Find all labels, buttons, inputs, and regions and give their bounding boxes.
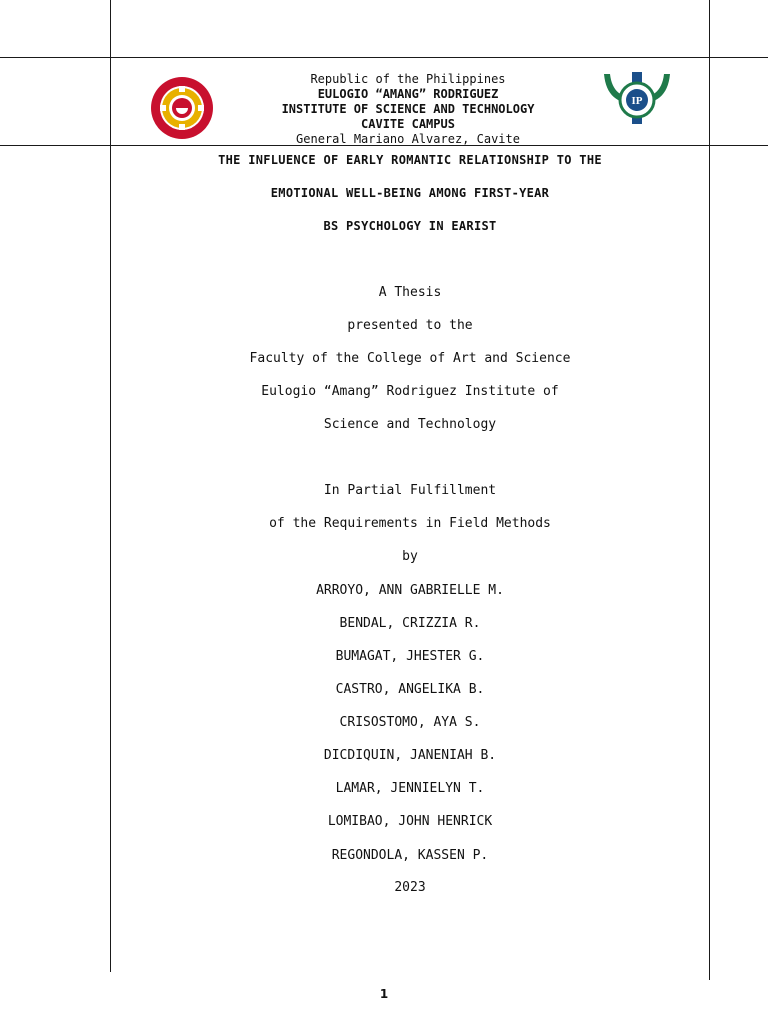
presentation-line-2: presented to the — [347, 318, 473, 333]
author-name: CRISOSTOMO, AYA S. — [339, 715, 481, 730]
psychology-logo — [600, 70, 674, 134]
fulfillment-line-2: of the Requirements in Field Methods — [269, 516, 551, 531]
thesis-title-line-3: BS PSYCHOLOGY IN EARIST — [323, 219, 497, 233]
thesis-title-line-1: THE INFLUENCE OF EARLY ROMANTIC RELATIONSHIP TO THE — [218, 153, 602, 167]
header-school-name: EULOGIO “AMANG” RODRIGUEZ — [317, 87, 499, 101]
author-name: LOMIBAO, JOHN HENRICK — [327, 814, 493, 829]
by-label: by — [402, 549, 418, 564]
svg-text:IP: IP — [631, 95, 643, 107]
header-republic: Republic of the Philippines — [310, 72, 506, 86]
header-institute: INSTITUTE OF SCIENCE AND TECHNOLOGY — [281, 102, 535, 116]
presentation-line-4: Eulogio “Amang” Rodriguez Institute of — [261, 384, 559, 399]
thesis-title-line-2: EMOTIONAL WELL-BEING AMONG FIRST-YEAR — [270, 186, 550, 200]
author-name: ARROYO, ANN GABRIELLE M. — [316, 583, 504, 598]
presentation-line-5: Science and Technology — [323, 417, 497, 432]
fulfillment-line-1: In Partial Fulfillment — [323, 483, 497, 498]
earist-seal-logo — [150, 76, 214, 140]
author-name: BUMAGAT, JHESTER G. — [335, 649, 485, 664]
presentation-line-3: Faculty of the College of Art and Science — [249, 351, 571, 366]
author-name: DICDIQUIN, JANENIAH B. — [323, 748, 497, 763]
author-name: BENDAL, CRIZZIA R. — [339, 616, 481, 631]
header-top-rule — [0, 57, 768, 58]
author-name: REGONDOLA, KASSEN P. — [331, 848, 489, 863]
author-name: CASTRO, ANGELIKA B. — [335, 682, 485, 697]
header-campus: CAVITE CAMPUS — [361, 117, 455, 131]
presentation-line-1: A Thesis — [378, 285, 442, 300]
page-number: 1 — [379, 987, 389, 1001]
author-name: LAMAR, JENNIELYN T. — [335, 781, 485, 796]
header-address: General Mariano Alvarez, Cavite — [296, 132, 520, 146]
institution-header — [220, 72, 596, 147]
year: 2023 — [394, 880, 426, 895]
